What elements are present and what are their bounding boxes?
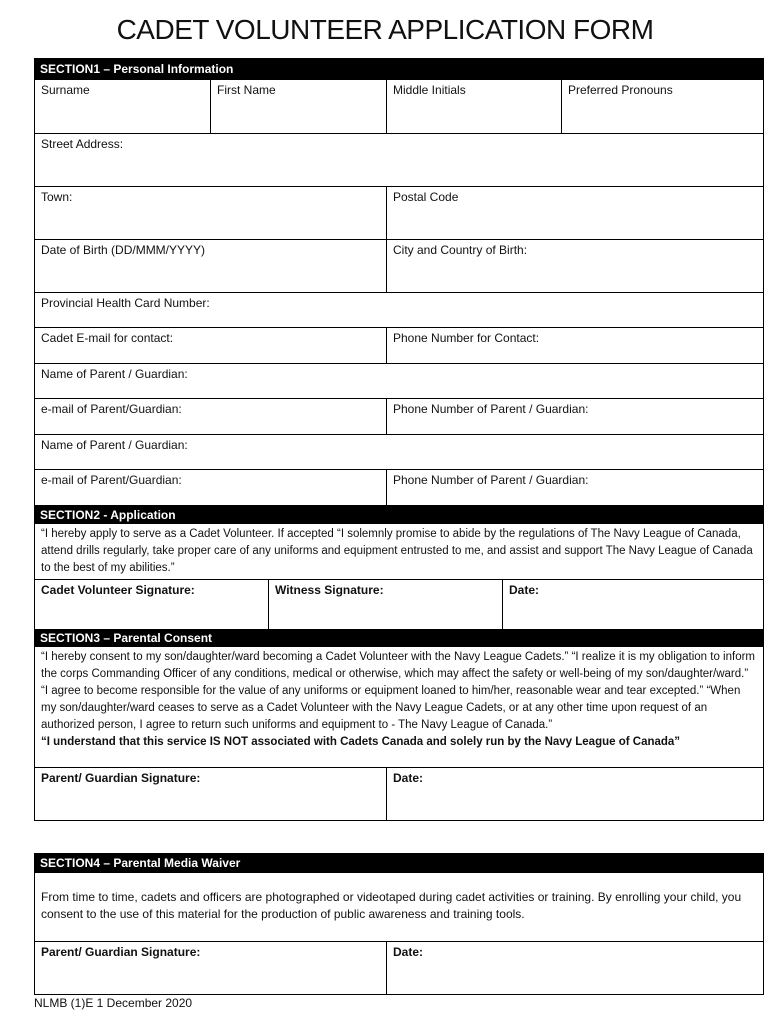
parent2-name-field[interactable]: Name of Parent / Guardian:	[41, 438, 188, 452]
section4-signature-row	[34, 941, 764, 995]
section4-parent-signature-field[interactable]: Parent/ Guardian Signature:	[41, 945, 201, 959]
section3-date-field[interactable]: Date:	[386, 768, 763, 820]
witness-signature-field[interactable]: Witness Signature:	[268, 580, 502, 630]
middle-initials-field[interactable]: Middle Initials	[386, 80, 561, 133]
parent2-phone-field[interactable]: Phone Number of Parent / Guardian:	[386, 470, 763, 505]
name-row	[34, 80, 764, 134]
dob-field[interactable]: Date of Birth (DD/MMM/YYYY)	[41, 243, 206, 257]
section4-date-field[interactable]: Date:	[386, 942, 763, 994]
parent2-email-field[interactable]: e-mail of Parent/Guardian:	[41, 473, 182, 487]
cadet-phone-field[interactable]: Phone Number for Contact:	[386, 328, 763, 363]
town-row	[34, 187, 764, 240]
section4-waiver-text: From time to time, cadets and officers are photographed or videotaped during cadet activities or training. By enrolling your child, you consent to the use of this material for the production of public awareness and training tools.	[34, 873, 764, 941]
section3	[34, 629, 764, 821]
parent2-name-row	[34, 435, 764, 470]
section1-header: SECTION1 – Personal Information	[34, 58, 764, 80]
parent1-name-field[interactable]: Name of Parent / Guardian:	[41, 367, 188, 381]
postal-code-field[interactable]: Postal Code	[386, 187, 763, 239]
form-title: CADET VOLUNTEER APPLICATION FORM	[116, 14, 654, 45]
section4	[34, 853, 764, 995]
preferred-pronouns-field[interactable]: Preferred Pronouns	[561, 80, 763, 133]
section3-consent-text: “I hereby consent to my son/daughter/ward becoming a Cadet Volunteer with the Navy League Cadets.” “I realize it is my obligation to inform the corps Commanding Officer of any conditions, medical or otherwise, which may affect the safety or well-being of my son/daughter/ward.” “I agree to become responsible for the value of any uniforms or equipment loaned to him/her, reasonable wear and tear excepted.” “When my son/daughter/ward ceases to serve as a Cadet Volunteer with the Navy League Cadets, or at any other time upon request of an authorized person, I agree to return such uniforms and equipment to - The Navy League of Canada.”	[41, 651, 756, 731]
first-name-field[interactable]: First Name	[210, 80, 386, 133]
section4-header: SECTION4 – Parental Media Waiver	[34, 853, 764, 873]
form-footer: NLMB (1)E 1 December 2020	[34, 996, 193, 1010]
section2-header: SECTION2 - Application	[34, 506, 764, 524]
cadet-contact-row	[34, 328, 764, 364]
parent2-contact-row	[34, 470, 764, 506]
parent1-email-field[interactable]: e-mail of Parent/Guardian:	[41, 402, 182, 416]
section2-signature-row	[34, 579, 764, 631]
birth-row	[34, 240, 764, 293]
town-field[interactable]: Town:	[41, 190, 73, 204]
health-card-row	[34, 293, 764, 328]
section3-header: SECTION3 – Parental Consent	[34, 629, 764, 647]
street-address-field[interactable]: Street Address:	[41, 137, 124, 151]
health-card-field[interactable]: Provincial Health Card Number:	[41, 296, 210, 310]
section3-consent	[34, 647, 764, 767]
section2	[34, 506, 764, 631]
section3-notice: “I understand that this service IS NOT associated with Cadets Canada and solely run by the Navy League of Canada”	[41, 736, 681, 748]
parent1-phone-field[interactable]: Phone Number of Parent / Guardian:	[386, 399, 763, 434]
cadet-email-field[interactable]: Cadet E-mail for contact:	[41, 331, 174, 345]
surname-field[interactable]: Surname	[41, 83, 90, 97]
parent1-contact-row	[34, 399, 764, 435]
parent1-name-row	[34, 364, 764, 399]
street-row	[34, 134, 764, 187]
section3-parent-signature-field[interactable]: Parent/ Guardian Signature:	[41, 771, 201, 785]
section2-date-field[interactable]: Date:	[502, 580, 763, 630]
volunteer-signature-field[interactable]: Cadet Volunteer Signature:	[41, 583, 195, 597]
birth-city-country-field[interactable]: City and Country of Birth:	[386, 240, 763, 292]
section3-signature-row	[34, 767, 764, 821]
section1	[34, 58, 764, 506]
section2-declaration: “I hereby apply to serve as a Cadet Volunteer. If accepted “I solemnly promise to abide by the regulations of The Navy League of Canada, attend drills regularly, take proper care of any uniforms and equipment entrusted to me, and assist and support The Navy League of Canada to the best of my abilities.”	[34, 524, 764, 579]
